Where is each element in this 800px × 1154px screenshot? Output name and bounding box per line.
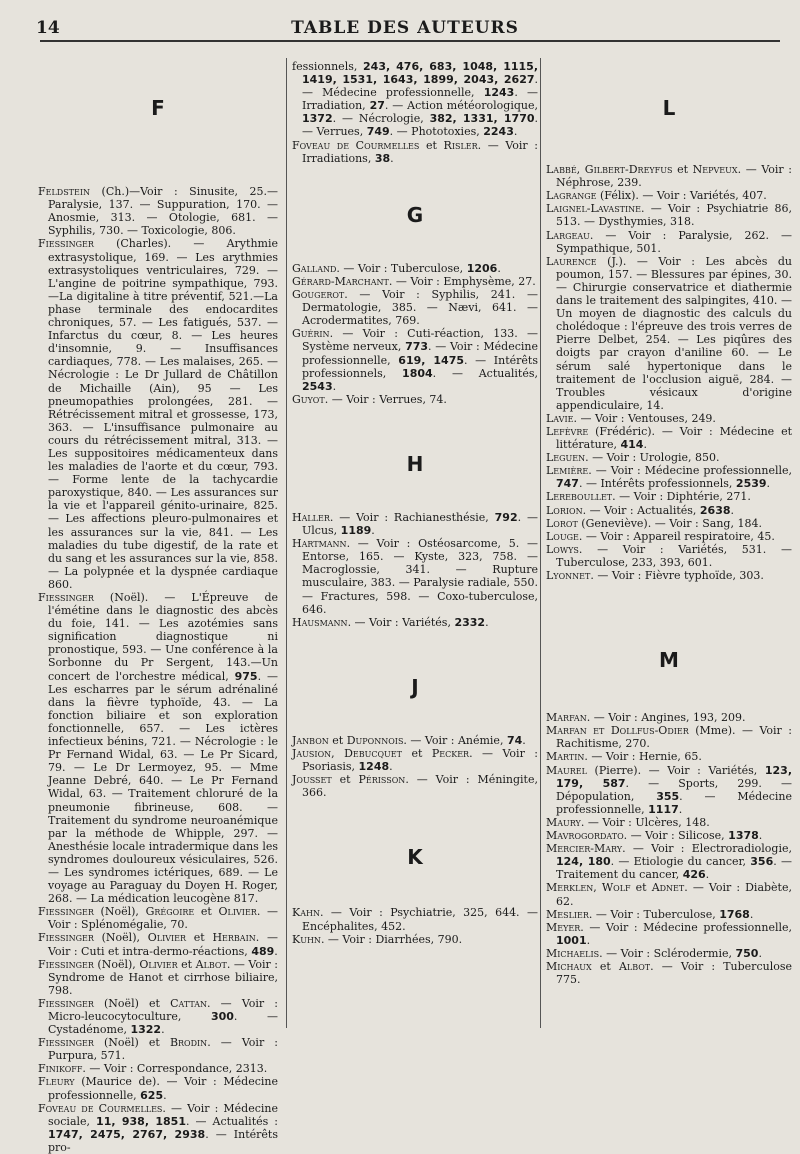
author-name: Grégoire — [145, 905, 195, 919]
page-reference: 2539 — [735, 477, 767, 491]
page-reference: 27 — [369, 99, 385, 113]
entry-text: . — Voir : Actualités, — [582, 503, 700, 517]
author-entry — [38, 1062, 278, 1075]
author-name: Nepveux — [692, 163, 738, 177]
page-reference: 123, 179, 587 — [556, 763, 792, 790]
entry-text: . — Voir : Correspondance, 2313. — [82, 1062, 268, 1076]
author-name: Feldstein — [38, 185, 91, 199]
author-entry — [292, 393, 538, 406]
entry-text: . — Voir : Psychiatrie 86, 513. — Dysthymies, 318. — [556, 202, 792, 229]
author-name: Michaux — [546, 959, 592, 973]
author-entry — [292, 327, 538, 392]
author-name: Olivier — [139, 957, 178, 971]
author-entry — [38, 237, 278, 591]
section-letter: G — [406, 202, 424, 227]
entry-text: . — Voir : Angines, 193, 209. — [586, 711, 746, 725]
entry-text: et — [177, 957, 196, 971]
entry-text: . — Voir : Syndrome de Hanot et cirrhose biliaire, 798. — [48, 957, 278, 997]
author-name: Laurence — [546, 254, 597, 268]
entry-text: . — Voir : Ulcères, 148. — [580, 815, 710, 829]
entry-text: . — [678, 802, 683, 816]
entry-text: . — Ulcus, — [302, 510, 539, 538]
entry-text: . — Voir : Psoriasis, — [302, 747, 539, 774]
author-name: Lemière — [546, 464, 589, 478]
page-reference: 74 — [506, 733, 523, 747]
author-name: Olivier — [147, 931, 187, 945]
entry-text: . — Voir : Purpura, 571. — [48, 1036, 278, 1063]
page-reference: 792 — [494, 510, 518, 524]
author-entry — [38, 591, 278, 905]
author-name: Kuhn — [292, 932, 321, 946]
page-reference: 1243 — [483, 86, 515, 100]
entry-text: . — Voir : Médecine professionnelle, — [302, 340, 539, 367]
entry-text: . — Voir : Tuberculose 775. — [556, 959, 792, 987]
author-name: Duponnois — [346, 733, 404, 747]
entry-text: . — Voir : Rachianesthésie, — [329, 510, 495, 524]
entry-text: . — Traitement du cancer, — [556, 855, 792, 882]
author-name: Hausmann — [292, 615, 348, 629]
entry-text: fessionnels, — [292, 60, 364, 73]
entry-text: . — Actualités, — [432, 366, 538, 380]
page-reference: 1322 — [130, 1023, 162, 1037]
page-reference: 1189 — [340, 524, 372, 538]
entry-text: . — Voir : Electroradiologie, — [622, 842, 792, 856]
entry-text: . — Voir : Néphrose, 239. — [556, 163, 793, 190]
page-reference: 1804 — [402, 366, 433, 380]
entry-text: . — Voir : Anémie, — [403, 733, 507, 747]
author-entry — [546, 163, 792, 189]
entry-text: (Noël) et — [93, 1036, 170, 1050]
section-letter: K — [407, 845, 423, 870]
author-name: Hartmann — [292, 537, 347, 551]
author-name: Michaelis — [546, 946, 600, 960]
entry-text: . — Voir : Sclérodermie, — [599, 946, 736, 960]
author-entry — [292, 537, 538, 616]
entry-text: . — Voir : Diabète, 62. — [556, 881, 792, 908]
author-name: Olivier — [218, 905, 257, 919]
author-name: Marfan et Dollfus-Odier — [546, 724, 689, 738]
entry-text: . — Les escharres par le sérum adrénaliné dans la fièvre typhoïde, 43. — La fonction biliaire et son exploration fonctionnelle, 657. — Les ictères infectieux bénins, 721. — Nécrologie : le Pr Fernand Widal, 63. — Le Pr Sicard, 79. — Le Dr Lermoyez, 95. — Mme Jeanne Debré, 640. — Le Pr Fernand Widal, 63. — Traitement chloruré de la pneumonie fibrineuse, 608. — Traitement du syndrome neuroanémique par la méthode de Whipple, 297. — Anesthésie locale intradermique dans les syndromes douloureux vésiculaires, 526. — Les syndromes ictériques, 689. — Le voyage au Paraguay du Doyen H. Roger, 268. — La médication leucogène 817. — [48, 669, 278, 906]
page-reference: 382, 1331, 1770 — [429, 112, 535, 126]
entry-text: . — [163, 1088, 167, 1102]
index-column-middle — [292, 60, 538, 946]
entry-text: . — Irradiation, — [302, 86, 538, 113]
author-name: Jausion, Debucquet — [292, 747, 402, 760]
author-entry — [38, 1102, 278, 1154]
page-reference: 1001 — [556, 933, 587, 947]
entry-text: . — Voir : Diphtérie, 271. — [612, 490, 751, 504]
index-column-left — [38, 60, 278, 1154]
author-name: Haller — [292, 510, 330, 524]
author-name: Foveau de Courmelles — [38, 1101, 163, 1115]
entry-text: et — [672, 163, 693, 177]
author-name: Fiessinger — [38, 996, 94, 1010]
entry-text: . — [389, 760, 393, 774]
author-name: Lagrange — [546, 189, 597, 203]
author-name: Mavrogordato — [546, 829, 624, 843]
author-name: Louge — [546, 529, 579, 543]
author-entry — [546, 255, 792, 412]
author-entry — [546, 202, 792, 228]
author-entry — [546, 189, 792, 202]
author-entry — [546, 464, 792, 490]
author-entry — [292, 288, 538, 327]
author-name: Fiessinger — [38, 591, 94, 604]
author-entry — [546, 947, 792, 960]
entry-text: . — Verrues, — [302, 112, 538, 139]
page-reference: 38 — [374, 151, 391, 165]
author-entry — [546, 711, 792, 724]
author-name: Janbon — [292, 733, 329, 747]
author-name: Brodin — [169, 1036, 208, 1050]
entry-text: (Mme). — Voir : Rachitisme, 270. — [556, 724, 792, 751]
page-reference: 2332 — [454, 615, 486, 629]
author-entry — [38, 905, 278, 931]
author-entry — [546, 229, 792, 255]
entry-text: . — Médecine professionnelle, — [556, 789, 792, 816]
author-entry — [292, 906, 538, 932]
page-reference: 747 — [556, 477, 579, 491]
author-name: Lefèvre — [546, 424, 589, 438]
author-entry — [292, 262, 538, 275]
page-reference: 11, 938, 1851 — [96, 1114, 186, 1128]
entry-text: (Charles). — Arythmie extrasystolique, 169. — Les arythmies extrasystoliques ventriculaires, 729. — L'angine de poitrine sympathique, 793. —La digitaline à titre préventif, 521.—La phase terminale des endocardites chroniques, 57. — Les fatigués, 537. — Infarctus du cœur, 8. — Les heures d'insomnie, 9. — Insuffisances cardiaques, 778. — Les malaises, 265. — Nécrologie : Le Dr Jullard de Châtillon de Michaille (Ain), 95 — Les pneumopathies prolongées, 281. — Rétrécissement mitral et grossesse, 173, 363. — L'insuffisance pulmonaire au cours du rétrécissement mitral, 313. — Les suppositoires médicamenteux dans les maladies de l'aorte et du cœur, 793. — Forme lente de la tachycardie paroxystique, 840. — Les assurances sur la vie et l'appareil génito-urinaire, 825. — Les affections pleuro-pulmonaires et les assurances sur la vie, 841. — Les maladies du tube digestif, de la rate et du sang et les assurances sur la vie, 858. — La polypnée et la dyspnée cardiaque 860. — [48, 237, 278, 591]
author-entry — [38, 931, 278, 957]
entry-text: . — [485, 615, 489, 629]
entry-text: . — [730, 503, 735, 517]
author-entry — [292, 511, 538, 537]
author-entry — [546, 569, 792, 582]
author-name: Fiessinger — [38, 905, 94, 919]
entry-text: et — [328, 733, 347, 747]
entry-text: (Noël), — [93, 931, 148, 945]
author-name: Lavie — [546, 411, 574, 425]
entry-text: . — Voir : Hernie, 65. — [584, 750, 702, 764]
author-name: Herbain — [212, 931, 256, 945]
author-entry — [38, 1036, 278, 1062]
entry-text: . — Voir : Micro-leucocytoculture, — [48, 996, 279, 1023]
author-entry — [546, 504, 792, 517]
author-name: Maury — [546, 815, 581, 829]
author-name: Meslier — [546, 907, 589, 921]
entry-text: . — Voir : Verrues, 74. — [324, 392, 447, 406]
page-reference: 750 — [735, 946, 759, 960]
page-reference: 356 — [750, 855, 774, 869]
page-reference: 773 — [405, 340, 429, 354]
author-name: Largeau — [546, 228, 590, 242]
author-entry — [38, 997, 278, 1036]
column-divider — [540, 58, 541, 1028]
entry-text: . — Voir : Paralysie, 262. — Sympathique, 501. — [556, 228, 792, 255]
page-reference: 1248 — [358, 760, 390, 774]
author-entry — [546, 724, 792, 750]
entry-text: . — Voir : Psychiatrie, 325, 644. — Encéphalites, 452. — [302, 906, 538, 933]
entry-text: . — Action météorologique, — [384, 99, 538, 113]
page-reference: 1117 — [648, 802, 679, 816]
entry-text: (Noël) et — [93, 996, 171, 1010]
author-entry — [546, 517, 792, 530]
author-entry — [292, 139, 538, 165]
author-name: Maurel — [546, 763, 587, 777]
entry-text: . — Voir : Médecine sociale, — [48, 1101, 279, 1128]
author-entry — [546, 425, 792, 451]
entry-text: . — [522, 733, 526, 747]
entry-text: . — Nécrologie, — [332, 112, 430, 126]
entry-text: . — Phototoxies, — [389, 125, 484, 139]
author-name: Lorot — [546, 516, 578, 530]
author-name: Périsson — [358, 773, 406, 787]
author-name: Meyer — [546, 920, 581, 934]
section-letter: F — [151, 96, 165, 120]
author-entry — [292, 60, 538, 139]
entry-text: et — [401, 747, 432, 760]
page-reference: 1768 — [719, 907, 750, 921]
author-name: Guyot — [292, 392, 325, 406]
author-entry — [292, 933, 538, 946]
page-reference: 1747, 2475, 2767, 2938 — [48, 1127, 206, 1141]
entry-text: . — Voir : Tuberculose, — [336, 261, 467, 275]
entry-text: (Pierre). — Voir : Variétés, — [586, 763, 765, 777]
author-entry — [292, 773, 538, 799]
page-reference: 426 — [682, 868, 706, 882]
author-entry — [546, 881, 792, 907]
author-name: Kahn — [292, 906, 320, 920]
entry-text: . — Sports, 299. — Dépopulation, — [556, 776, 792, 803]
page-reference: 749 — [366, 125, 390, 139]
author-name: Fiessinger — [38, 1036, 94, 1050]
entry-text: . — Voir : Syphilis, 241. — Dermatologie, 385. — Nævi, 641. — Acrodermatites, 769. — [302, 288, 538, 328]
entry-text: . — [497, 261, 501, 275]
page-reference: 124, 180 — [556, 855, 611, 869]
page-header — [30, 14, 780, 44]
page-reference: 355 — [656, 789, 680, 803]
page-reference: 975 — [234, 669, 258, 683]
entry-text: et — [419, 138, 444, 152]
page-reference: 1372 — [302, 112, 333, 126]
entry-text: . — [643, 438, 647, 452]
author-name: Guérin — [292, 327, 330, 341]
author-name: Fiessinger — [38, 931, 94, 945]
author-name: Cattan — [170, 996, 208, 1010]
author-entry — [292, 275, 538, 288]
author-entry — [38, 1075, 278, 1101]
page-number: 14 — [36, 18, 60, 38]
entry-text: . — Intérêts professionnels, — [302, 353, 538, 380]
entry-text: (Noël), — [93, 957, 140, 971]
author-entry — [546, 816, 792, 829]
entry-text: . — Actualités : — [185, 1114, 278, 1128]
entry-text: . — [758, 946, 762, 960]
author-name: Lorion — [546, 503, 583, 517]
author-name: Lowys — [546, 542, 579, 556]
page-reference: 414 — [620, 438, 644, 452]
entry-text: . — Voir : Médecine professionnelle, — [588, 464, 792, 478]
author-name: Risler — [443, 138, 478, 152]
entry-text: (Noël). — L'Épreuve de l'émétine dans le diagnostic des abcès du foie, 141. — Les azotémies sans signification diagnostique ni pronostique, 593. — Une conférence à la Sorbonne du Pr Sergent, 143.—Un concert de l'orchestre médical, — [48, 591, 278, 683]
author-name: Lyonnet — [546, 569, 591, 582]
entry-text: (Noël), — [93, 905, 146, 919]
entry-text: . — Etiologie du cancer, — [610, 855, 751, 869]
author-name: Jousset — [292, 773, 332, 787]
author-entry — [546, 908, 792, 921]
entry-text: . — Voir : Cuti-réaction, 133. — Système nerveux, — [302, 327, 538, 354]
entry-text: . — Intérêts professionnels, — [578, 477, 736, 491]
entry-text: . — Médecine professionnelle, — [302, 73, 538, 100]
entry-text: . — [161, 1023, 165, 1037]
entry-text: . — Voir : Irradiations, — [302, 138, 538, 165]
entry-text: . — Voir : Urologie, 850. — [585, 451, 720, 465]
author-entry — [546, 960, 792, 986]
author-entry — [292, 734, 538, 747]
page-reference: 2243 — [483, 125, 514, 139]
author-name: Fleury — [38, 1075, 75, 1089]
entry-text: . — Voir : Variétés, 531. — Tuberculose, 233, 393, 601. — [556, 542, 792, 569]
entry-text: . — Voir : Méningite, 366. — [302, 773, 538, 800]
page-title: TABLE DES AUTEURS — [291, 18, 519, 38]
page-reference: 1378 — [728, 829, 759, 843]
section-letter: L — [662, 96, 676, 120]
author-name: Gérard-Marchant — [292, 274, 389, 288]
entry-text: (Félix). — Voir : Variétés, 407. — [596, 189, 767, 203]
author-entry — [546, 543, 792, 569]
entry-text: (Frédéric). — Voir : Médecine et littérature, — [556, 424, 792, 452]
index-column-right — [546, 60, 792, 986]
entry-text: . — Voir : Emphysème, 27. — [388, 274, 536, 288]
entry-text: . — [586, 933, 591, 947]
author-entry — [292, 616, 538, 629]
author-entry — [546, 764, 792, 816]
entry-text: . — Voir : Ostéosarcome, 5. — Entorse, 165. — Kyste, 323, 758. — Macroglossie, 341. — Rupture musculaire, 383. — Paralysie radiale, 550. — Fractures, 598. — Coxo-tuberculose, 646. — [302, 537, 538, 616]
author-name: Martin — [546, 750, 585, 764]
author-name: Pecker — [431, 747, 470, 760]
entry-text: (J.). — Voir : Les abcès du poumon, 157. — Blessures par épines, 30. — Chirurgie conservatrice et diathermie dans le traitement des salpingites, 410. — Un moyen de diagnostic des calculs du cholédoque : l'épreuve des trois verres de Pierre Delbet, 254. — Les piqûres des doigts par crayon d'aniline 60. — Le sérum salé hypertonique dans le traitement de l'occlusion aiguë, 284. — Troubles vésicaux d'origine appendiculaire, 14. — [556, 254, 792, 412]
author-name: Mercier-Mary — [546, 842, 623, 856]
author-entry — [546, 530, 792, 543]
author-entry — [546, 412, 792, 425]
author-name: Labbé, Gilbert-Dreyfus — [546, 163, 673, 177]
entry-text: . — [749, 907, 754, 921]
entry-text: . — Voir : Fièvre typhoïde, 303. — [590, 569, 764, 582]
entry-text: . — [758, 829, 763, 843]
author-entry — [38, 958, 278, 997]
author-name: Leguen — [546, 451, 586, 465]
page-reference: 243, 476, 683, 1048, 1115, 1419, 1531, 1643, 1899, 2043, 2627 — [302, 60, 538, 87]
entry-text: et — [186, 931, 213, 945]
entry-text: . — Voir : Cuti et intra-dermo-réactions, — [48, 931, 278, 958]
entry-text: . — Voir : Tuberculose, — [588, 907, 720, 921]
author-name: Albot — [195, 957, 227, 971]
entry-text: . — [274, 944, 278, 958]
entry-text: . — Intérêts pro- — [48, 1127, 278, 1154]
entry-text: et — [630, 881, 652, 895]
author-name: Foveau de Courmelles — [292, 138, 420, 152]
author-entry — [38, 185, 278, 237]
entry-text: . — Voir : Appareil respiratoire, 45. — [578, 529, 775, 543]
author-entry — [546, 842, 792, 881]
author-name: Albot — [618, 959, 651, 973]
entry-text: (Maurice de). — Voir : Médecine professionnelle, — [48, 1075, 278, 1102]
entry-text: . — [513, 125, 518, 139]
entry-text: . — Voir : Ventouses, 249. — [573, 411, 716, 425]
page-reference: 2543 — [302, 379, 333, 393]
author-name: Adnet — [651, 881, 685, 895]
author-name: Lereboullet — [546, 490, 613, 504]
entry-text: . — Voir : Diarrhées, 790. — [320, 932, 463, 946]
author-entry — [546, 921, 792, 947]
column-divider — [286, 58, 287, 1028]
entry-text: et — [591, 959, 619, 973]
author-name: Gougerot — [292, 288, 345, 302]
page-reference: 300 — [210, 1010, 234, 1023]
author-entry — [546, 490, 792, 503]
entry-text: . — [766, 477, 771, 491]
author-entry — [546, 829, 792, 842]
entry-text: (Ch.)—Voir : Sinusite, 25.—Paralysie, 137. — Suppuration, 170. — Anosmie, 313. — Otologie, 681. — Syphilis, 730. — Toxicologie, 806. — [48, 185, 278, 238]
section-letter: H — [406, 451, 424, 476]
entry-text: . — Voir : Variétés, — [347, 615, 455, 629]
entry-text: . — [332, 379, 337, 393]
section-letter: M — [659, 648, 679, 673]
section-letter: J — [411, 674, 419, 699]
author-name: Merklen, Wolf — [546, 881, 631, 895]
entry-text: . — [705, 868, 710, 882]
page-reference: 625 — [140, 1088, 164, 1102]
entry-text: . — Voir : Silicose, — [623, 829, 729, 843]
page-reference: 489 — [251, 944, 275, 958]
author-name: Fiessinger — [38, 957, 94, 971]
author-name: Galland — [292, 261, 337, 275]
entry-text: . — Voir : Splénomégalie, 70. — [48, 905, 278, 932]
page-reference: 2638 — [699, 503, 731, 517]
author-name: Finikoff — [38, 1062, 83, 1076]
header-rule — [40, 40, 780, 42]
author-entry — [292, 747, 538, 773]
entry-text: . — Cystadénome, — [48, 1010, 278, 1037]
page-reference: 1206 — [466, 261, 498, 275]
entry-text: . — [371, 524, 375, 538]
author-name: Laignel-Lavastine — [546, 202, 642, 216]
author-name: Marfan — [546, 711, 587, 725]
page-reference: 619, 1475 — [398, 353, 465, 367]
author-name: Fiessinger — [38, 237, 94, 251]
entry-text: et — [194, 905, 219, 919]
author-entry — [546, 750, 792, 763]
entry-text: et — [331, 773, 359, 787]
entry-text: . — Voir : Médecine professionnelle, — [580, 920, 792, 934]
entry-text: (Geneviève). — Voir : Sang, 184. — [577, 516, 762, 530]
entry-text: . — [390, 151, 394, 165]
author-entry — [546, 451, 792, 464]
